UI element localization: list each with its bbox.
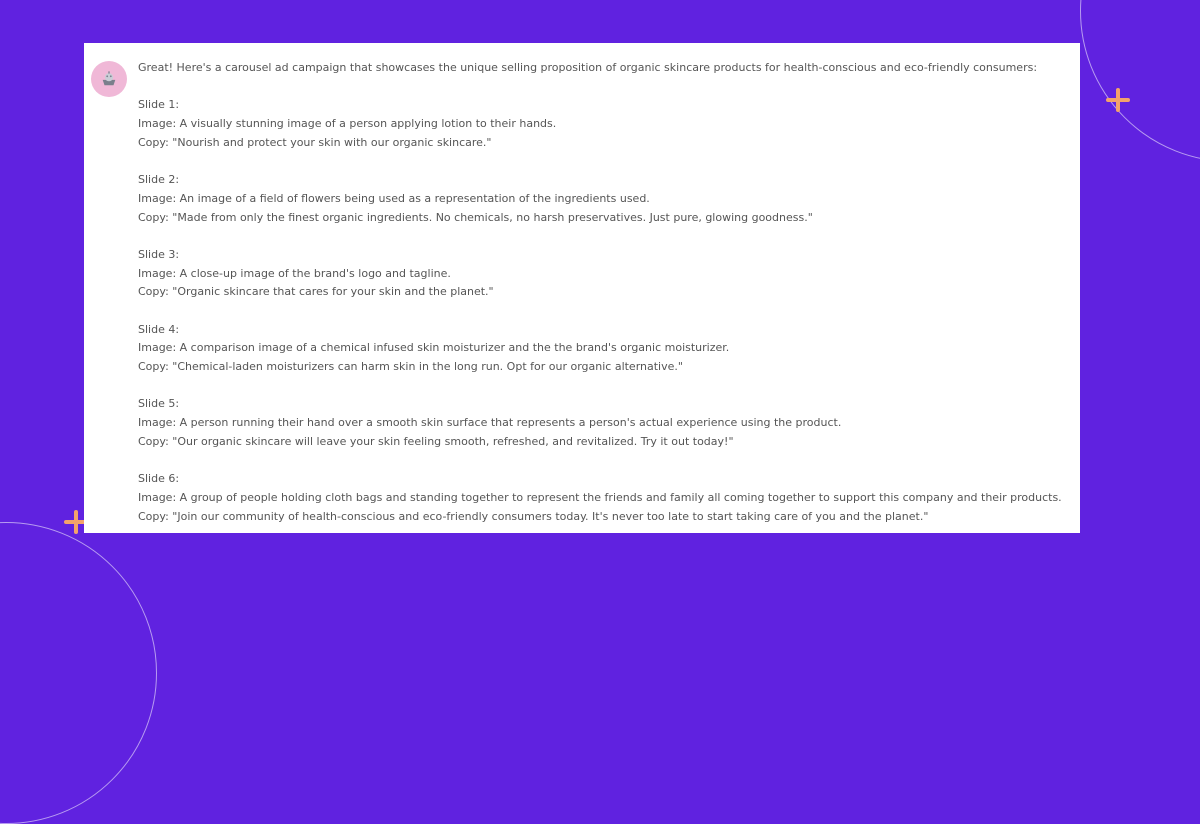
slide-block (138, 321, 1068, 377)
slide-copy: Copy: "Nourish and protect your skin with our organic skincare." (138, 135, 492, 149)
slide-block (138, 171, 1068, 227)
slide-copy: Copy: "Chemical-laden moisturizers can harm skin in the long run. Opt for our organic alternative." (138, 360, 683, 373)
assistant-message (138, 59, 1068, 526)
slide-heading: Slide 5: (138, 397, 180, 411)
slide-image-description: Image: A group of people holding cloth bags and standing together to represent the friends and family all coming together to support this company and their products. (138, 490, 1062, 504)
assistant-avatar (91, 61, 127, 97)
slide-block (138, 395, 1068, 451)
slide-block (138, 470, 1068, 526)
chat-message-card (84, 43, 1080, 533)
slide-heading: Slide 4: (138, 322, 180, 336)
slide-image-description: Image: A visually stunning image of a person applying lotion to their hands. (138, 117, 557, 131)
slide-image-description: Image: A person running their hand over a smooth skin surface that represents a person's actual experience using the product. (138, 416, 842, 430)
plus-icon (1106, 88, 1130, 112)
slide-copy: Copy: "Our organic skincare will leave your skin feeling smooth, refreshed, and revitalized. Try it out today!" (138, 434, 734, 448)
decorative-circle-top-right (1080, 0, 1200, 162)
slide-copy: Copy: "Made from only the finest organic ingredients. No chemicals, no harsh preservatives. Just pure, glowing goodness." (138, 210, 813, 224)
slide-image-description: Image: A close-up image of the brand's logo and tagline. (138, 266, 451, 280)
slide-heading: Slide 3: (138, 247, 180, 261)
slide-copy: Copy: "Organic skincare that cares for your skin and the planet." (138, 285, 494, 299)
slide-copy: Copy: "Join our community of health-conscious and eco-friendly consumers today. It's never too late to start taking care of you and the planet." (138, 509, 929, 523)
slide-heading: Slide 1: (138, 98, 180, 112)
message-intro: Great! Here's a carousel ad campaign that showcases the unique selling proposition of organic skincare products for health-conscious and eco-friendly consumers: (138, 61, 1038, 74)
slide-heading: Slide 6: (138, 472, 180, 486)
slide-block (138, 246, 1068, 302)
assistant-avatar-icon (100, 70, 118, 88)
slide-image-description: Image: An image of a field of flowers being used as a representation of the ingredients used. (138, 191, 650, 205)
slide-heading: Slide 2: (138, 173, 180, 187)
slide-image-description: Image: A comparison image of a chemical infused skin moisturizer and the the brand's organic moisturizer. (138, 341, 730, 355)
slide-block (138, 96, 1068, 152)
decorative-circle-bottom-left (0, 522, 157, 824)
